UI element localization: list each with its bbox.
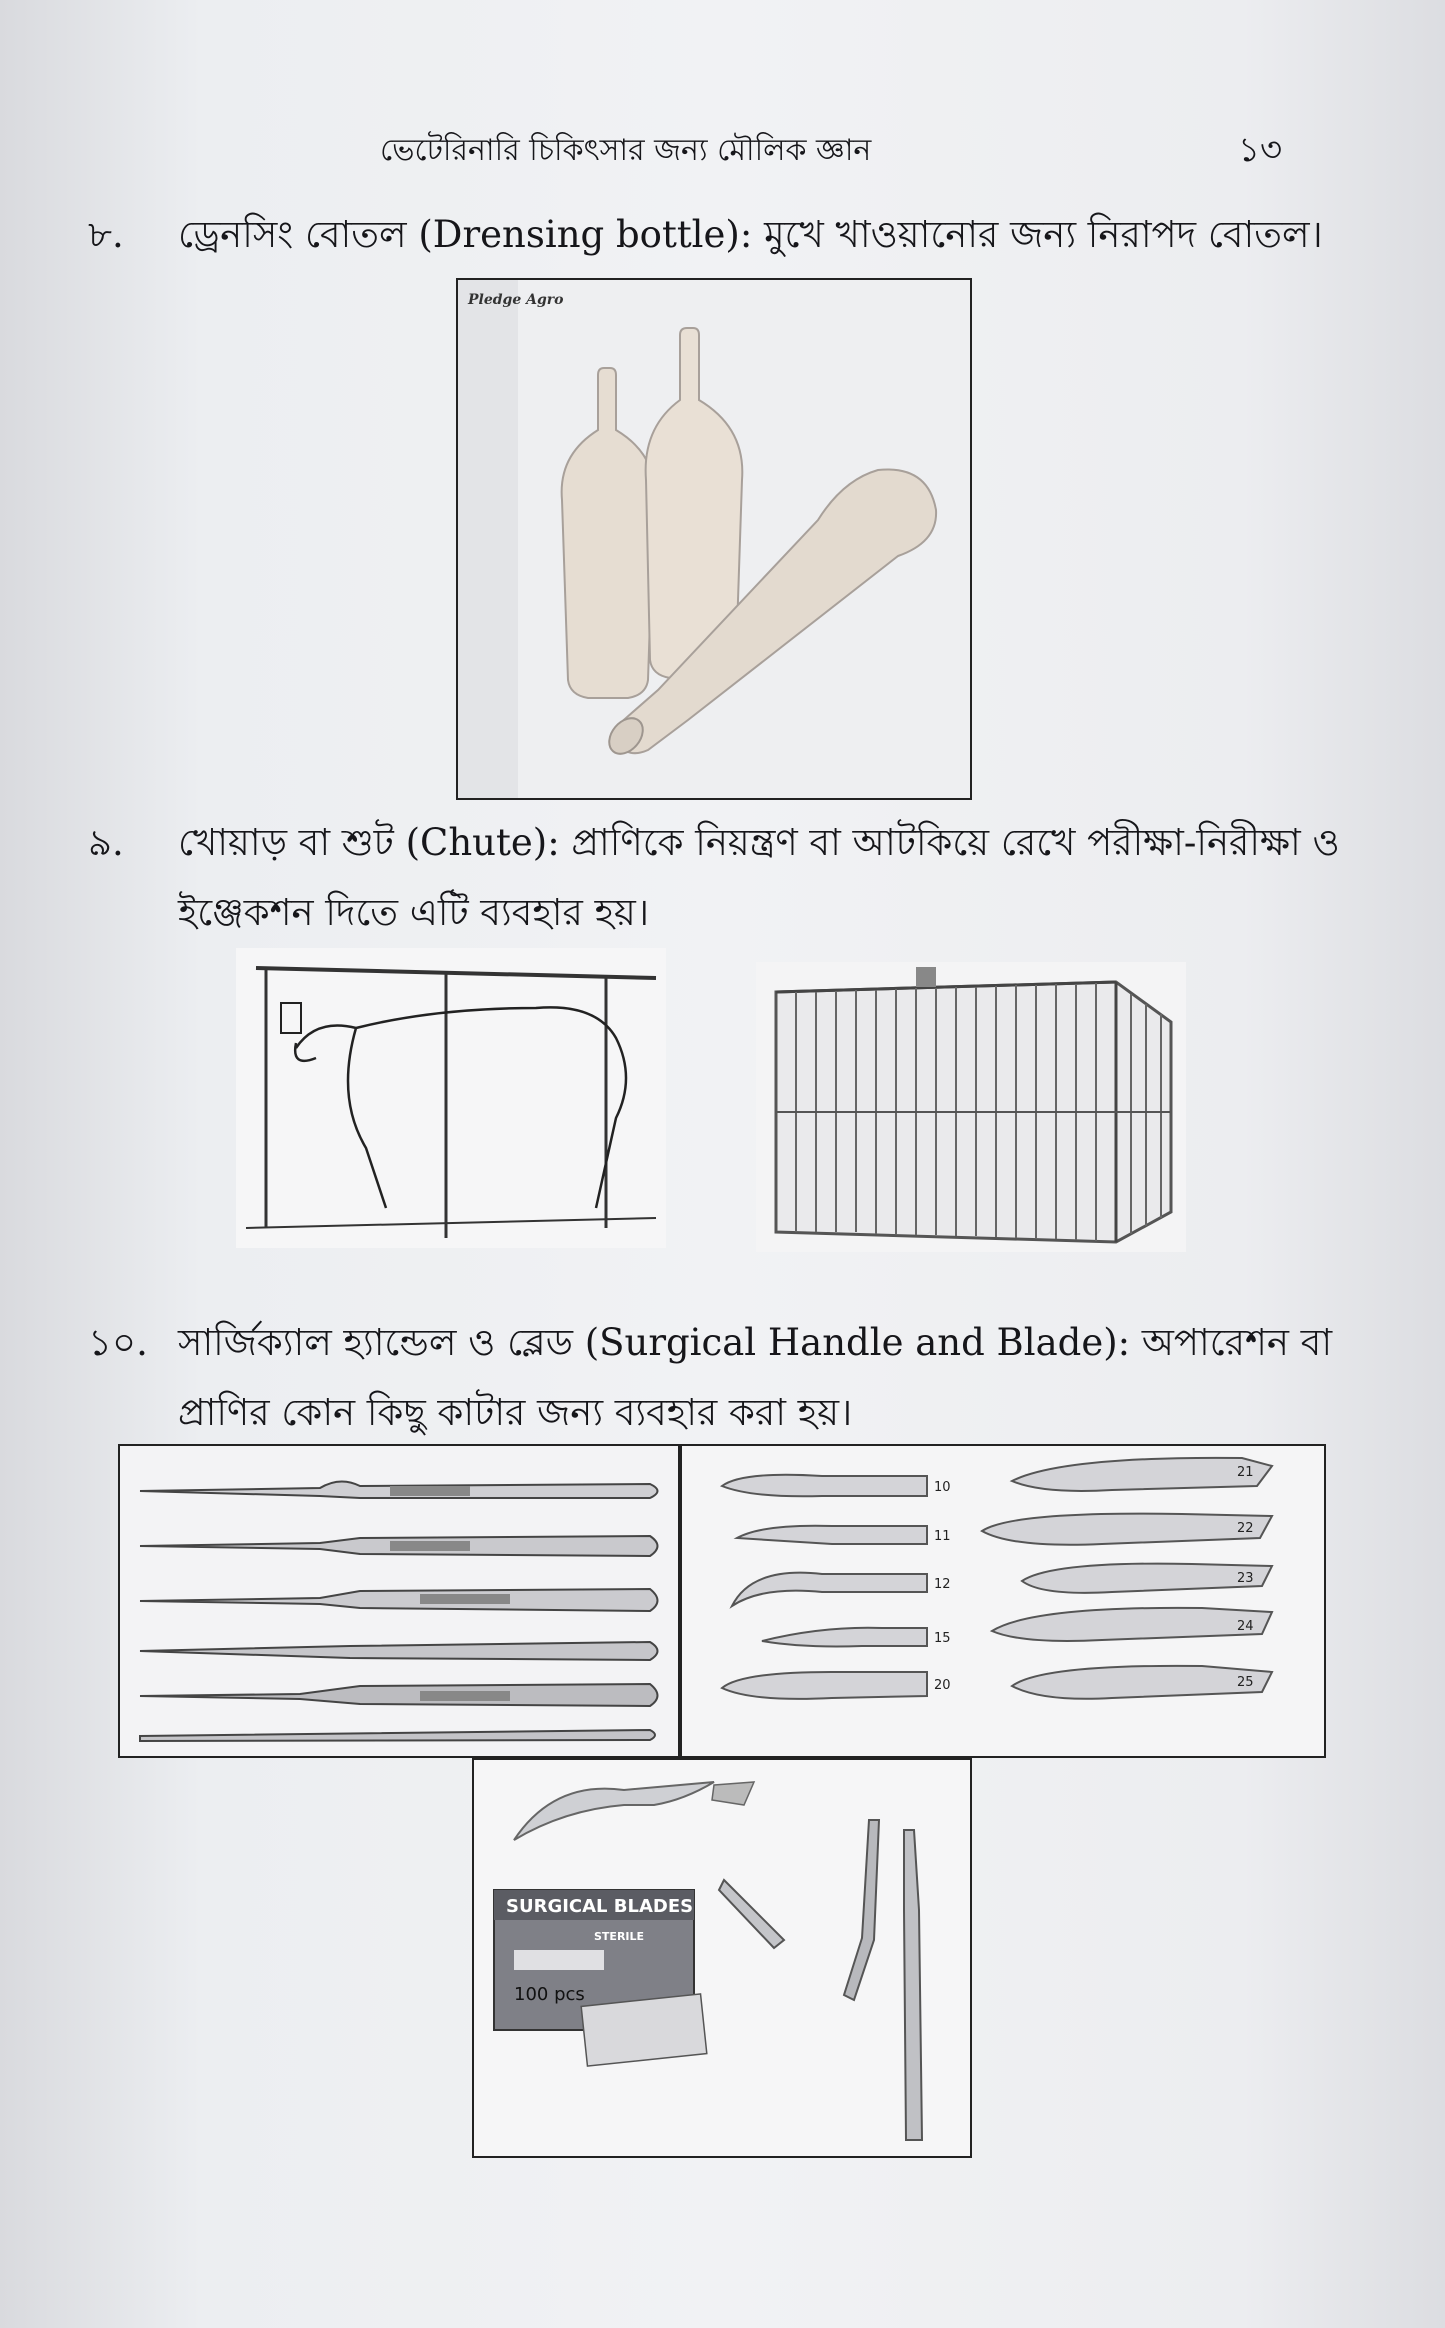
running-header: ভেটেরিনারি চিকিৎসার জন্য মৌলিক জ্ঞান — [380, 133, 872, 168]
blade-types-chart — [680, 1444, 1326, 1758]
blade-number-22: 22 — [1237, 1521, 1254, 1536]
handles-illustration — [120, 1446, 678, 1756]
item-drensing-bottle — [88, 200, 1388, 270]
drensing-bottle-photo — [456, 278, 972, 800]
item-number: ৯. — [88, 821, 124, 864]
chute-with-cow-drawing — [236, 948, 666, 1248]
item-text-line1: সার্জিক্যাল হ্যান্ডেল ও ব্লেড (Surgical Handle and Blade): অপারেশন বা — [178, 1321, 1333, 1364]
bottles-illustration — [458, 280, 970, 798]
package-count: 100 pcs — [514, 1984, 585, 2005]
item-text-line2: প্রাণির কোন কিছু কাটার জন্য ব্যবহার করা হয়। — [178, 1391, 853, 1434]
blade-number-21: 21 — [1237, 1465, 1254, 1480]
package-title: SURGICAL BLADES — [506, 1896, 694, 1917]
surgical-handles-photo — [118, 1444, 680, 1758]
chute-cage-photo — [756, 962, 1186, 1252]
item-surgical-handle-blade — [88, 1308, 1388, 1448]
blade-number-24: 24 — [1237, 1619, 1254, 1634]
blades-illustration — [682, 1446, 1324, 1756]
item-number: ৮. — [88, 213, 124, 256]
package-sterile: STERILE — [594, 1930, 645, 1943]
blade-number-15: 15 — [934, 1631, 951, 1646]
blade-number-10: 10 — [934, 1480, 951, 1495]
blade-number-23: 23 — [1237, 1571, 1254, 1586]
item-text: ড্রেনসিং বোতল (Drensing bottle): মুখে খাওয়ানোর জন্য নিরাপদ বোতল। — [178, 213, 1323, 256]
blade-number-12: 12 — [934, 1577, 951, 1592]
blade-number-25: 25 — [1237, 1675, 1254, 1690]
item-text-line1: খোয়াড় বা শুট (Chute): প্রাণিকে নিয়ন্ত্রণ বা আটকিয়ে রেখে পরীক্ষা-নিরীক্ষা ও — [178, 821, 1340, 864]
surgical-blades-package-photo — [472, 1758, 972, 2158]
blade-number-20: 20 — [934, 1678, 951, 1693]
package-illustration — [474, 1760, 970, 2156]
item-text-line2: ইঞ্জেকশন দিতে এটি ব্যবহার হয়। — [178, 891, 650, 934]
item-number: ১০. — [88, 1321, 148, 1364]
blade-number-11: 11 — [934, 1529, 951, 1544]
photo-brand-label: Pledge Agro — [468, 292, 564, 308]
item-chute — [88, 808, 1388, 948]
page-number: ১৩ — [1238, 130, 1283, 170]
